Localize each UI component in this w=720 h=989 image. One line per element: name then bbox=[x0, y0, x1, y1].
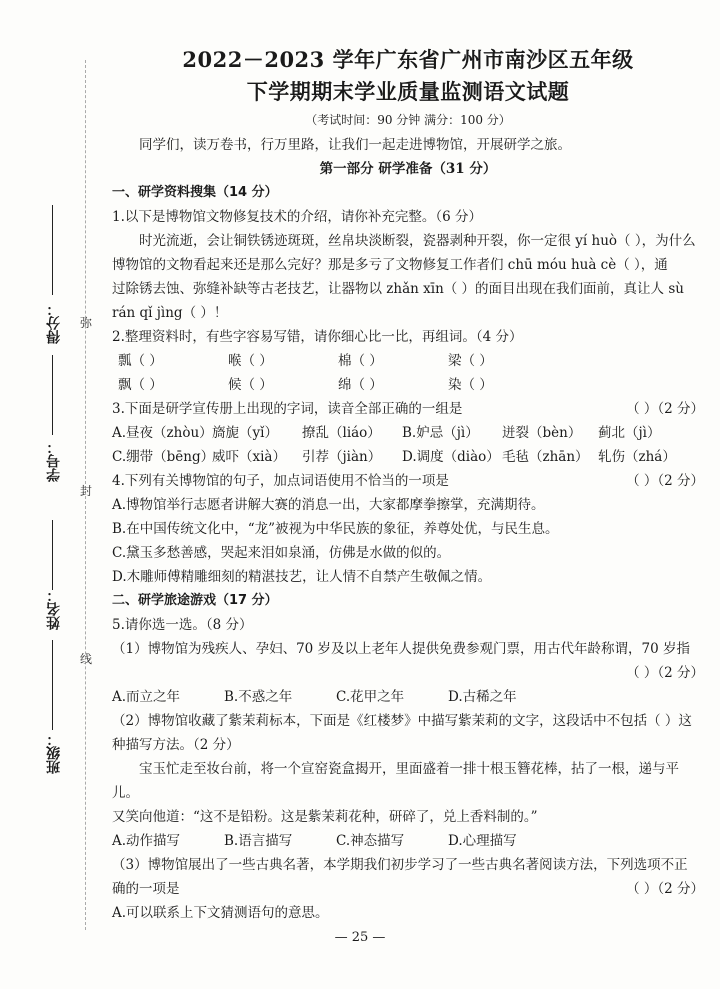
word-cell: 梁（ ） bbox=[448, 353, 493, 369]
question-4-score: （ ）（2 分） bbox=[626, 473, 704, 489]
question-2-row-2 bbox=[112, 373, 704, 397]
binding-margin bbox=[0, 0, 100, 989]
question-3-row-2 bbox=[112, 445, 704, 469]
option-cell: A.昼夜（zhòu） bbox=[112, 425, 213, 441]
word-cell: 绵（ ） bbox=[338, 377, 383, 393]
score-label: 得分： bbox=[46, 302, 62, 344]
word-cell: 喉（ ） bbox=[228, 353, 273, 369]
question-3-score: （ ）（2 分） bbox=[626, 401, 704, 417]
question-5-3-text-a: （3）博物馆展出了一些古典名著，本学期我们初步学习了一些古典名著阅读方法，下列选项不正 bbox=[112, 857, 688, 873]
question-5-1-text: （1）博物馆为残疾人、孕妇、70 岁及以上老年人提供免费参观门票，用古代年龄称谓，70 岁指 bbox=[112, 641, 691, 657]
option-a: A.动作描写 bbox=[112, 833, 181, 849]
class-line bbox=[52, 640, 53, 730]
page-number: — 25 — bbox=[334, 930, 386, 945]
question-1-stem: 1.以下是博物馆文物修复技术的介绍，请你补充完整。（6 分） bbox=[112, 209, 483, 225]
question-5-3-score: （ ）（2 分） bbox=[626, 881, 704, 897]
option-d: D.心理描写 bbox=[448, 833, 517, 849]
question-4-option-a: A.博物馆举行志愿者讲解大赛的消息一出，大家都摩拳擦掌，充满期待。 bbox=[112, 497, 545, 513]
question-5-2-text-a: （2）博物馆收藏了紫茉莉标本，下面是《红楼梦》中描写紫茉莉的文字，这段话中不包括（ ）这 bbox=[112, 713, 692, 729]
question-4-option-b: B.在中国传统文化中，“龙”被视为中华民族的象征，养尊处优，与民生息。 bbox=[112, 521, 559, 537]
question-1-line-1: 时光流逝，会让铜铁锈迹斑斑，丝帛块淡断裂，瓷器剥种开裂，你一定很 yí huò（ ），为什么 bbox=[139, 233, 696, 249]
section-2-heading: 二、研学旅途游戏（17 分） bbox=[112, 593, 278, 608]
question-4-option-c: C.黛玉多愁善感，哭起来泪如泉涌，仿佛是水做的似的。 bbox=[112, 545, 451, 561]
question-1-line-4: rán qǐ jìng（ ）！ bbox=[112, 305, 228, 321]
question-5-2-options bbox=[112, 829, 704, 853]
question-3-text: 3.下面是研学宣传册上出现的字词，读音全部正确的一组是 bbox=[112, 401, 463, 417]
word-cell: 瓢（ ） bbox=[118, 353, 163, 369]
question-3-stem bbox=[112, 397, 704, 421]
seal-feng: 封 bbox=[80, 484, 93, 498]
option-c: C.神态描写 bbox=[336, 833, 405, 849]
question-4-stem bbox=[112, 469, 704, 493]
seal-xian: 线 bbox=[80, 652, 93, 666]
option-cell: D.调度（diào） bbox=[402, 449, 500, 465]
id-label: 学号： bbox=[46, 440, 62, 482]
question-2-row-1 bbox=[112, 349, 704, 373]
option-cell: 引荐（jiàn） bbox=[302, 449, 382, 465]
option-b: B.不惑之年 bbox=[224, 689, 293, 705]
question-4-text: 4.下列有关博物馆的句子，加点词语使用不恰当的一项是 bbox=[112, 473, 449, 489]
question-2-stem: 2.整理资料时，有些字容易写错，请你细心比一比，再组词。（4 分） bbox=[112, 329, 523, 345]
option-cell: 旖旎（yǐ） bbox=[212, 425, 278, 441]
question-5-2-passage-2: 又笑向他道：“这不是铅粉。这是紫茉莉花种，研碎了，兑上香料制的。” bbox=[112, 809, 538, 825]
option-cell: C.绷带（bēng） bbox=[112, 449, 215, 465]
name-label: 姓名： bbox=[46, 588, 62, 630]
option-cell: B.妒忌（jì） bbox=[402, 425, 479, 441]
option-cell: 威吓（xià） bbox=[212, 449, 286, 465]
question-3-row-1 bbox=[112, 421, 704, 445]
question-1-line-2: 博物馆的文物看起来还是那么完好？那是多亏了文物修复工作者们 chū móu huà cè（ ），通 bbox=[112, 257, 668, 273]
question-5-3-text-b-row bbox=[112, 877, 704, 901]
option-cell: 毛毡（zhān） bbox=[502, 449, 589, 465]
option-cell: 蓟北（jì） bbox=[598, 425, 661, 441]
option-cell: 迸裂（bèn） bbox=[502, 425, 582, 441]
option-cell: 撩乱（liáo） bbox=[302, 425, 381, 441]
title-line-1: 2022－2023 学年广东省广州市南沙区五年级 bbox=[182, 47, 634, 72]
question-5-3-text-b: 确的一项是 bbox=[112, 881, 180, 897]
question-5-1-options bbox=[112, 685, 704, 709]
score-line bbox=[52, 205, 53, 295]
word-cell: 棉（ ） bbox=[338, 353, 383, 369]
exam-content bbox=[112, 44, 704, 925]
name-line bbox=[52, 520, 53, 590]
option-d: D.古稀之年 bbox=[448, 689, 517, 705]
title-line-2: 下学期期末学业质量监测语文试题 bbox=[246, 79, 570, 104]
option-a: A.而立之年 bbox=[112, 689, 181, 705]
question-1-line-3: 过除锈去蚀、弥缝补缺等古老技艺，让器物以 zhǎn xīn（ ）的面目出现在我们面前，真让人 sù bbox=[112, 281, 684, 297]
word-cell: 候（ ） bbox=[228, 377, 273, 393]
class-label: 班级： bbox=[46, 732, 62, 774]
option-b: B.语言描写 bbox=[224, 833, 293, 849]
question-5-2-passage-1: 宝玉忙走至妆台前，将一个宣窑瓷盒揭开，里面盛着一排十根玉簪花棒，拈了一根，递与平儿。 bbox=[112, 761, 679, 801]
seal-mi: 弥 bbox=[80, 316, 93, 330]
question-4-option-d: D.木雕师傅精雕细刻的精湛技艺，让人情不自禁产生敬佩之情。 bbox=[112, 569, 492, 585]
question-5-2-text-b: 种描写方法。（2 分） bbox=[112, 737, 240, 753]
exam-subtitle: （考试时间：90 分钟 满分：100 分） bbox=[305, 113, 511, 127]
id-line bbox=[52, 355, 53, 435]
intro-text: 同学们，读万卷书，行万里路，让我们一起走进博物馆，开展研学之旅。 bbox=[139, 137, 571, 153]
option-c: C.花甲之年 bbox=[336, 689, 405, 705]
word-cell: 飘（ ） bbox=[118, 377, 163, 393]
option-cell: 轧伤（zhá） bbox=[598, 449, 676, 465]
section-1-heading: 一、研学资料搜集（14 分） bbox=[112, 185, 278, 200]
question-5-3-option-a: A.可以联系上下文猜测语句的意思。 bbox=[112, 905, 329, 921]
word-cell: 染（ ） bbox=[448, 377, 493, 393]
question-5-stem: 5.请你选一选。（8 分） bbox=[112, 617, 253, 633]
part-1-heading: 第一部分 研学准备（31 分） bbox=[319, 161, 497, 177]
question-5-1-score: （ ）（2 分） bbox=[626, 665, 704, 681]
